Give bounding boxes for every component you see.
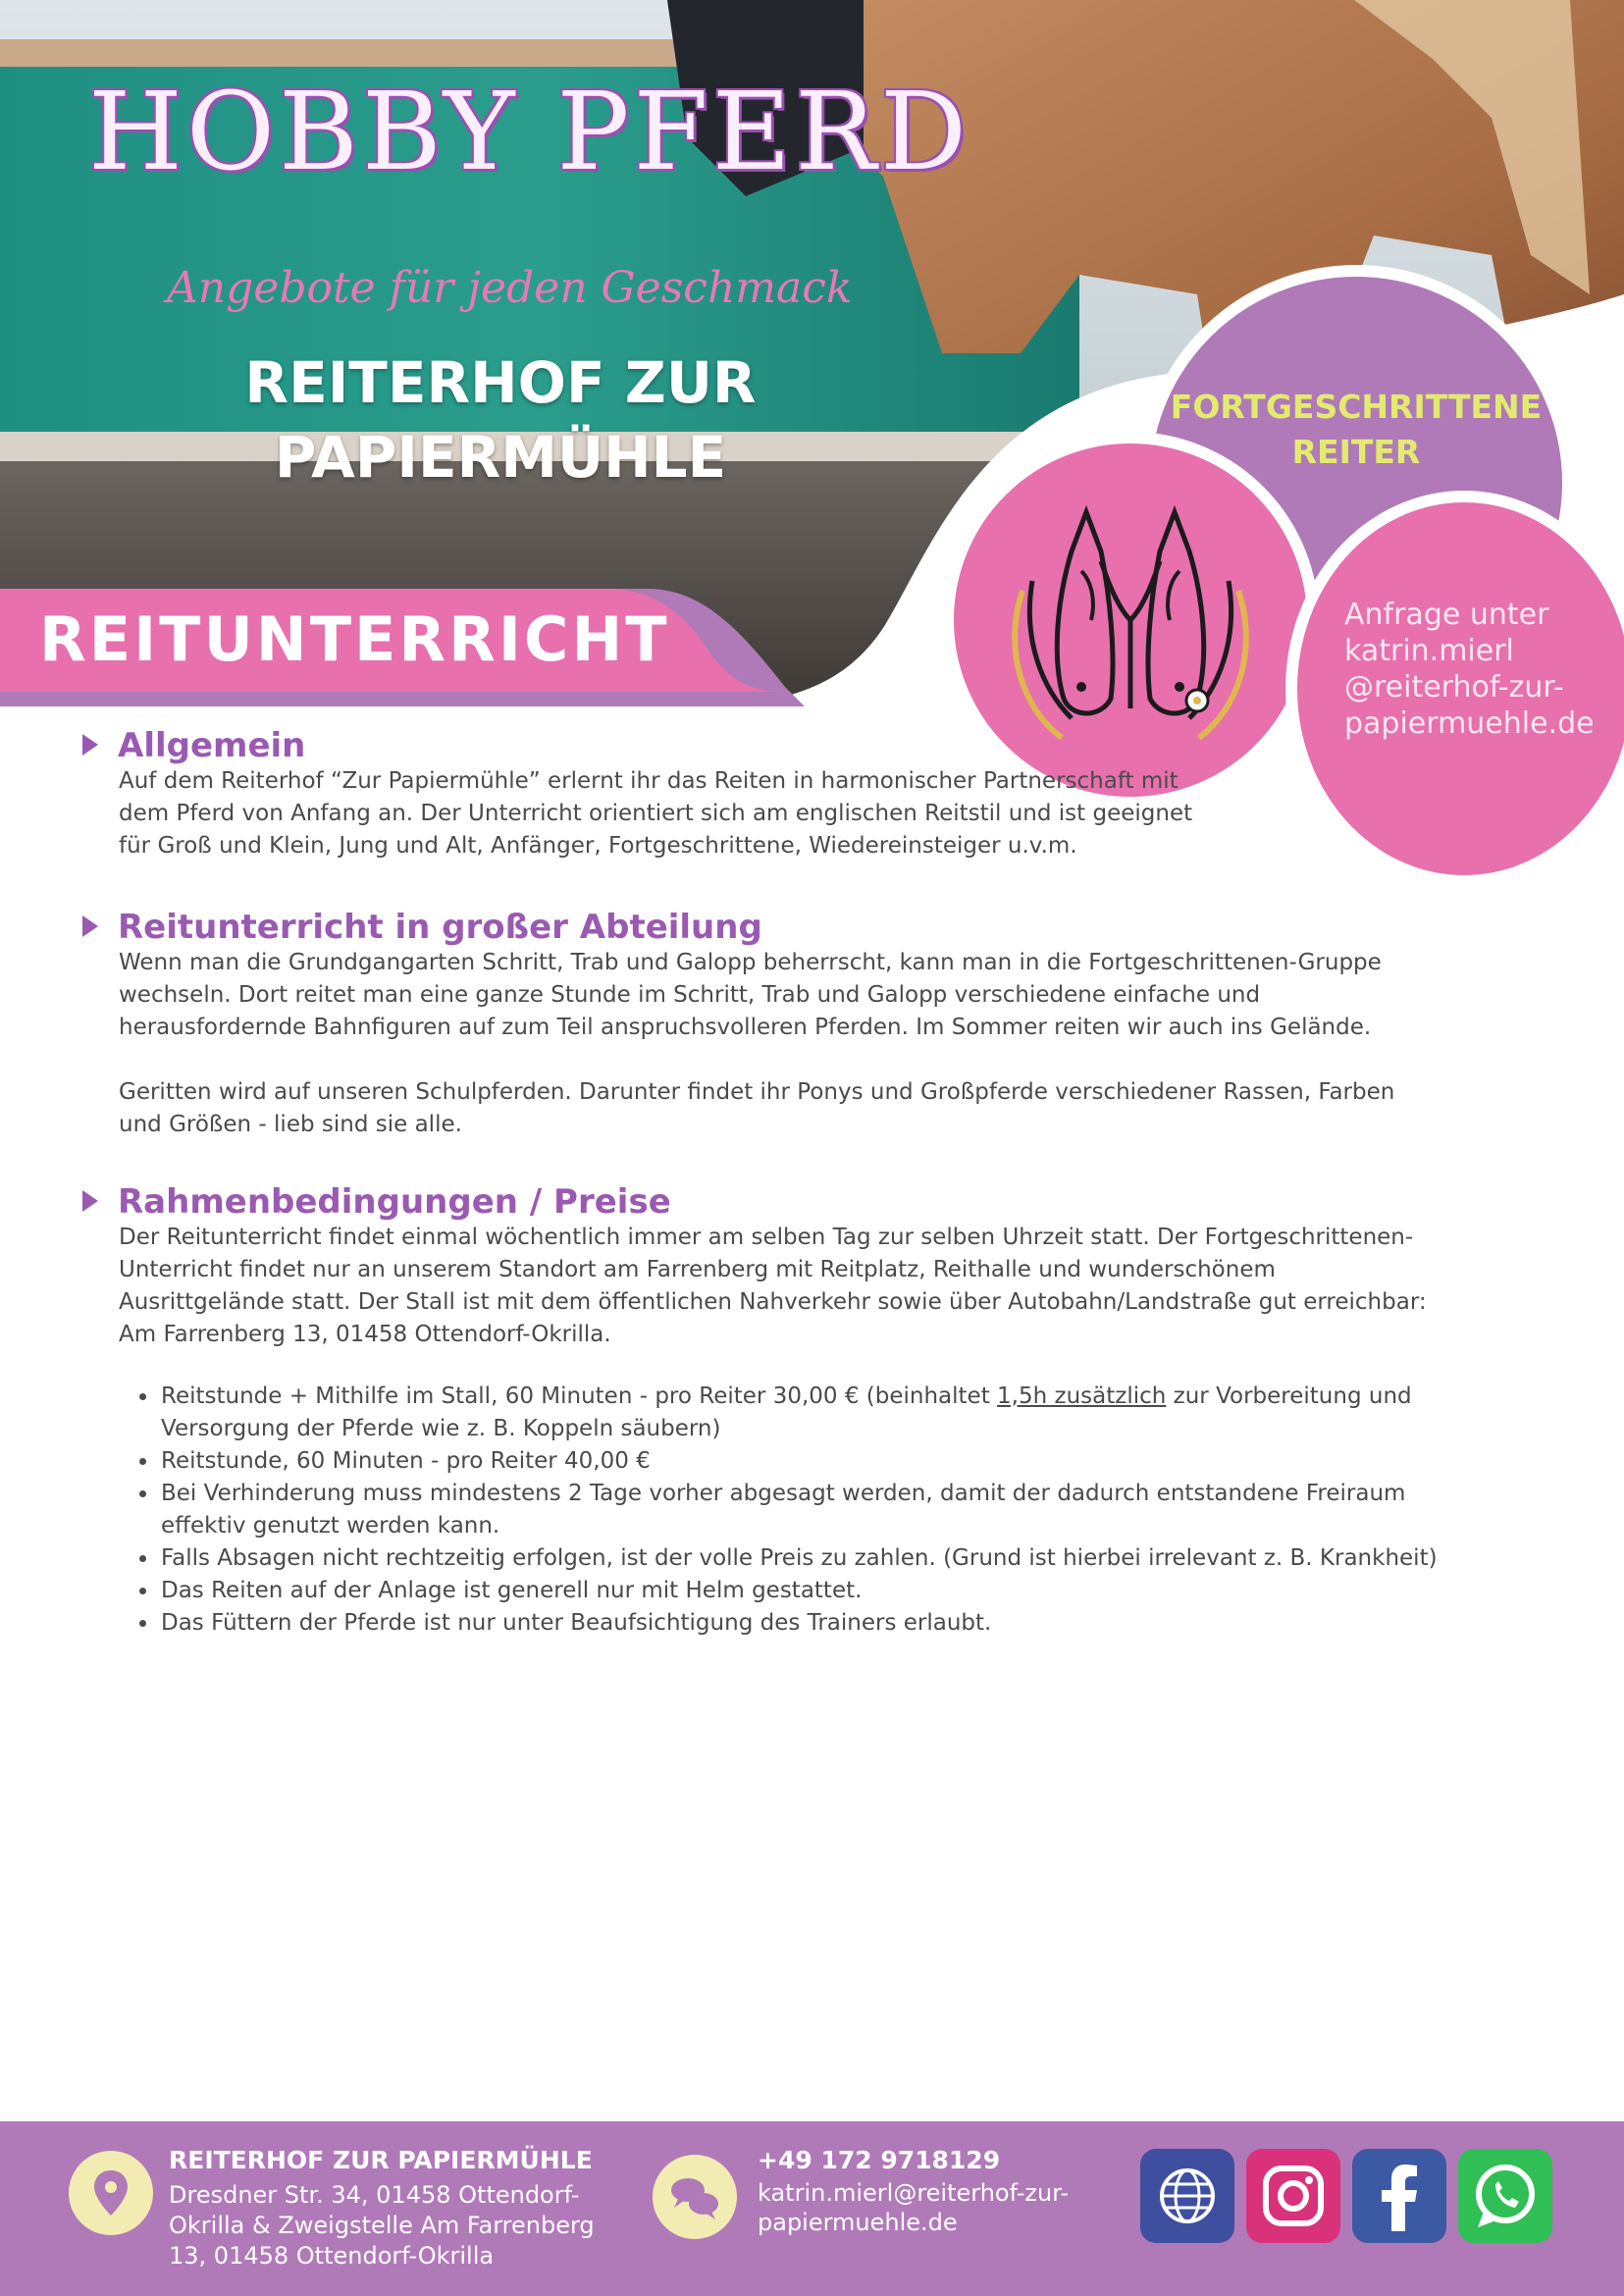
paragraph-line: Auf dem Reiterhof “Zur Papiermühle” erlernt ihr das Reiten in harmonischer Partnerschaft mit <box>119 768 1179 794</box>
arrow-right-icon <box>82 915 98 937</box>
section-conditions <box>79 1182 1550 1640</box>
whatsapp-icon[interactable] <box>1458 2149 1552 2243</box>
list-item <box>159 1478 1550 1542</box>
footer-address <box>169 2180 640 2271</box>
arrow-right-icon <box>82 1190 98 1212</box>
paragraph-line: und Größen - lieb sind sie alle. <box>119 1112 462 1137</box>
section-heading-text: Allgemein <box>118 726 306 765</box>
footer-address-line: Okrilla & Zweigstelle Am Farrenberg <box>169 2212 595 2239</box>
list-item: • Reitstunde, 60 Minuten - pro Reiter 40,00 € <box>159 1445 1550 1478</box>
contact-badge <box>1285 491 1624 887</box>
level-badge-line1: FORTGESCHRITTENE <box>1170 388 1543 426</box>
level-badge-line2: REITER <box>1291 433 1421 471</box>
contact-badge-line2[interactable]: katrin.mierl <box>1344 634 1514 668</box>
farm-name <box>216 345 785 495</box>
paragraph-line: herausfordernde Bahnfiguren auf zum Teil anspruchsvolleren Pferden. Im Sommer reiten wir auch ins Gelände. <box>119 1015 1372 1040</box>
location-pin-icon <box>69 2151 153 2235</box>
instagram-icon[interactable] <box>1246 2149 1340 2243</box>
list-item-text: Reitstunde + Mithilfe im Stall, 60 Minuten - pro Reiter 30,00 € (beinhaltet <box>161 1383 998 1409</box>
section-general <box>79 726 1256 862</box>
list-item: • Das Füttern der Pferde ist nur unter Beaufsichtigung des Trainers erlaubt. <box>159 1607 1550 1640</box>
paragraph-line: dem Pferd von Anfang an. Der Unterricht orientiert sich am englischen Reitstil und ist geeignet <box>119 801 1193 826</box>
list-item-text: effektiv genutzt werden kann. <box>161 1513 500 1539</box>
section-heading <box>79 726 1256 765</box>
paragraph-line: für Groß und Klein, Jung und Alt, Anfänger, Fortgeschrittene, Wiedereinsteiger u.v.m. <box>119 833 1077 859</box>
list-item <box>159 1381 1550 1445</box>
list-item-text: Bei Verhinderung muss mindestens 2 Tage vorher abgesagt werden, damit der dadurch entstandene Freiraum <box>161 1481 1406 1506</box>
list-item-text: zur Vorbereitung und <box>1166 1383 1412 1409</box>
footer-email-line[interactable]: katrin.mierl@reiterhof-zur- <box>758 2179 1070 2207</box>
list-item: • Falls Absagen nicht rechtzeitig erfolgen, ist der volle Preis zu zahlen. (Grund ist hierbei irrelevant z. B. Krankheit) <box>159 1542 1550 1575</box>
paragraph-line: wechseln. Dort reitet man eine ganze Stunde im Schritt, Trab und Galopp verschiedene einfache und <box>119 982 1261 1008</box>
price-list <box>79 1381 1550 1640</box>
paragraph-line: Wenn man die Grundgangarten Schritt, Trab und Galopp beherrscht, kann man in die Fortgeschrittenen-Gruppe <box>119 950 1382 975</box>
list-item-text: Versorgung der Pferde wie z. B. Koppeln säubern) <box>161 1416 721 1441</box>
section-heading-text: Rahmenbedingungen / Preise <box>118 1182 671 1222</box>
paragraph-line: Am Farrenberg 13, 01458 Ottendorf-Okrilla. <box>119 1322 611 1347</box>
chat-bubbles-icon <box>653 2155 737 2239</box>
list-item-underlined: 1,5h zusätzlich <box>997 1383 1167 1409</box>
list-item: • Das Reiten auf der Anlage ist generell nur mit Helm gestattet. <box>159 1575 1550 1607</box>
footer-email[interactable] <box>758 2178 1170 2237</box>
brand-title: HOBBY PFERD <box>88 69 971 194</box>
footer-address-line: 13, 01458 Ottendorf-Okrilla <box>169 2242 495 2270</box>
section-heading-text: Reitunterricht in großer Abteilung <box>118 908 762 947</box>
contact-badge-line4[interactable]: papiermuehle.de <box>1344 706 1595 741</box>
facebook-icon[interactable] <box>1352 2149 1446 2243</box>
footer-email-line[interactable]: papiermuehle.de <box>758 2209 958 2236</box>
section-group <box>79 908 1531 1141</box>
farm-name-line2: PAPIERMÜHLE <box>274 424 727 491</box>
footer-address-line: Dresdner Str. 34, 01458 Ottendorf- <box>169 2181 580 2209</box>
section-title: REITUNTERRICHT <box>39 603 670 675</box>
arrow-right-icon <box>82 734 98 756</box>
footer-phone[interactable]: +49 172 9718129 <box>758 2146 1001 2174</box>
globe-icon[interactable] <box>1140 2149 1234 2243</box>
brand-tagline: Angebote für jeden Geschmack <box>167 263 853 313</box>
farm-name-line1: REITERHOF ZUR <box>244 349 757 416</box>
section-heading <box>79 908 1531 947</box>
paragraph-line: Der Reitunterricht findet einmal wöchentlich immer am selben Tag zur selben Uhrzeit statt. Der Fortgeschrittenen- <box>119 1225 1414 1250</box>
paragraph-line: Unterricht findet nur an unserem Standort am Farrenberg mit Reitplatz, Reithalle und wunderschönem <box>119 1257 1276 1282</box>
contact-badge-line1: Anfrage unter <box>1344 598 1549 632</box>
footer-farm-name: REITERHOF ZUR PAPIERMÜHLE <box>169 2146 593 2174</box>
paragraph-line: Ausrittgelände statt. Der Stall ist mit dem öffentlichen Nahverkehr sowie über Autobahn/Landstraße gut erreichbar: <box>119 1289 1427 1315</box>
contact-badge-line3[interactable]: @reiterhof-zur- <box>1344 670 1564 704</box>
section-heading <box>79 1182 1550 1222</box>
paragraph-line: Geritten wird auf unseren Schulpferden. Darunter findet ihr Ponys und Großpferde verschiedener Rassen, Farben <box>119 1079 1395 1105</box>
